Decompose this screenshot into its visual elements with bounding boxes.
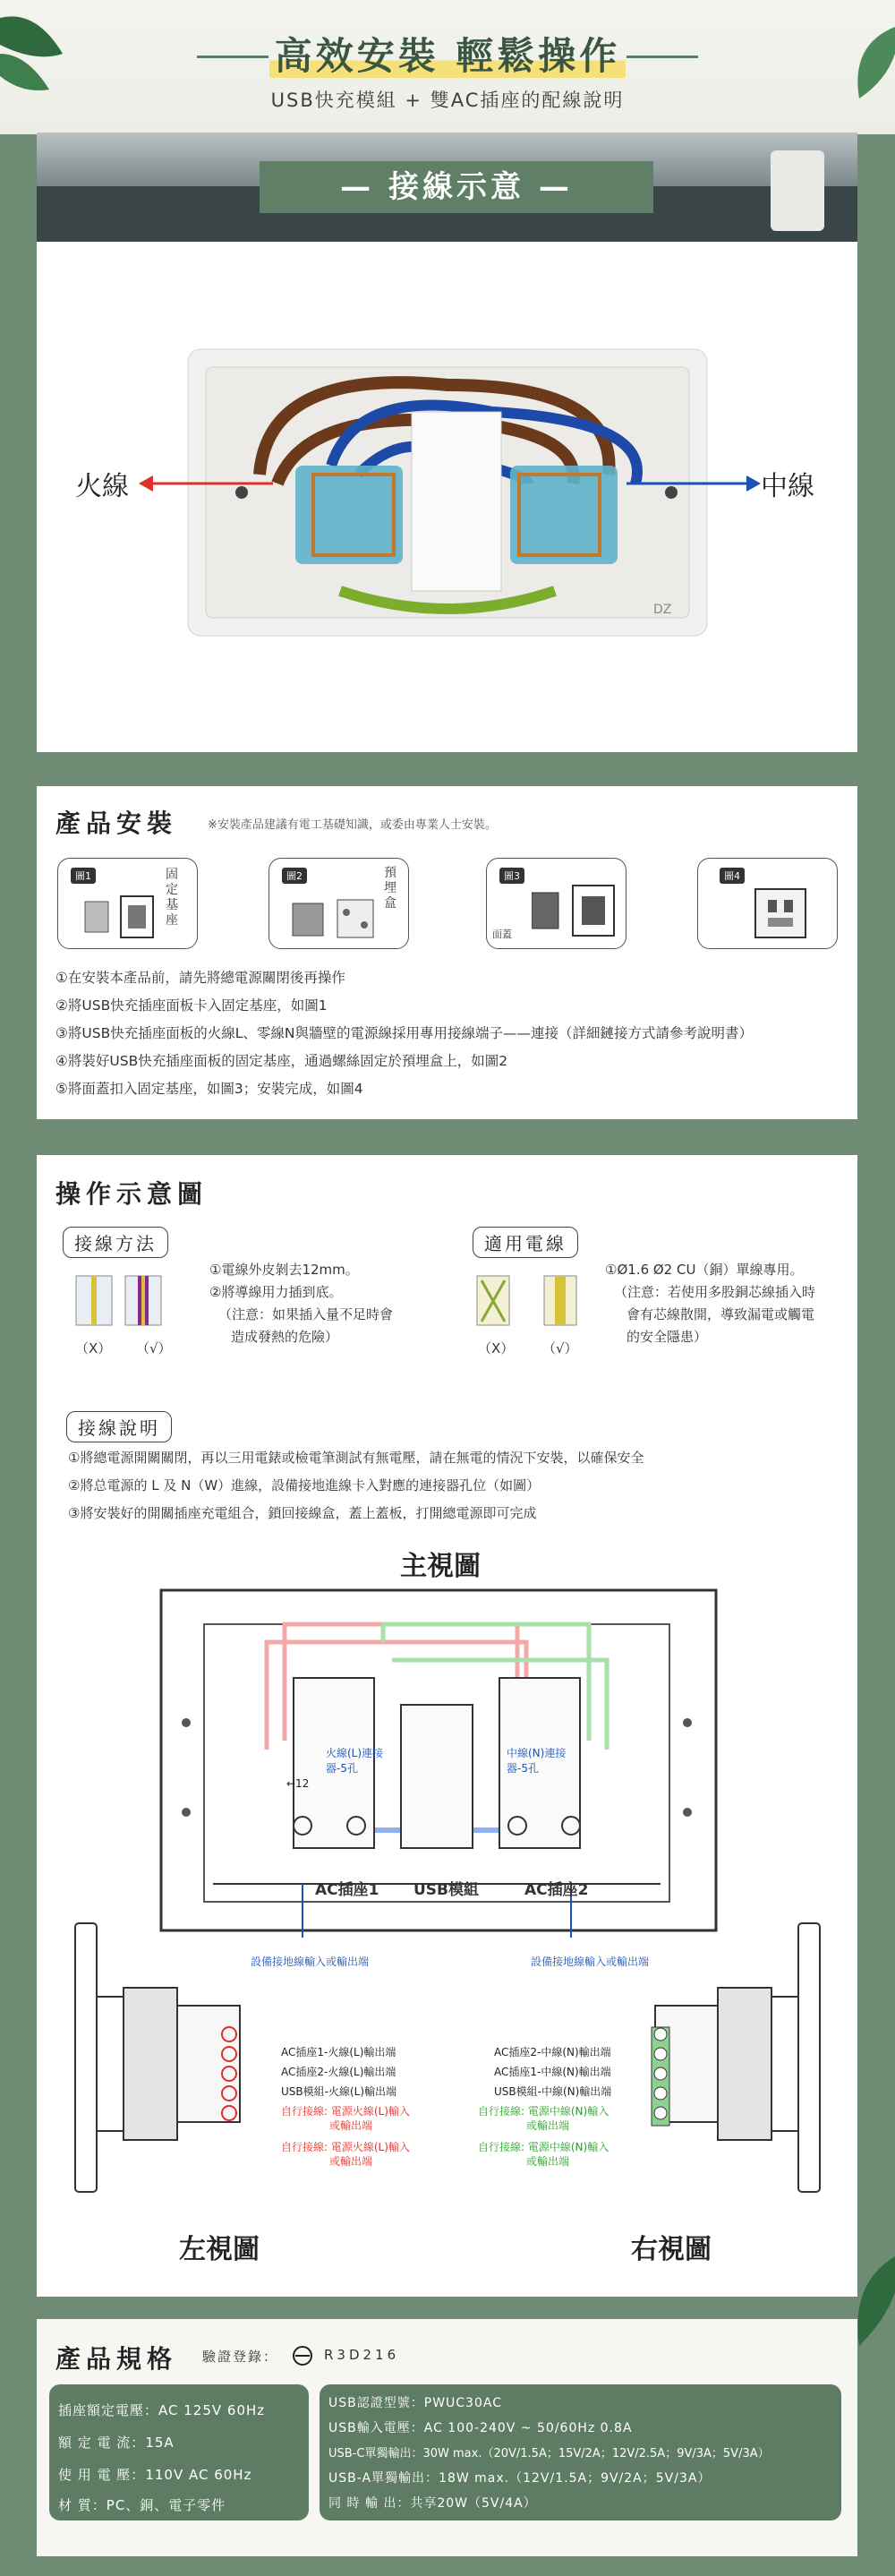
left-terminal-5b: 或輸出端 <box>329 2155 373 2168</box>
figure-1-caption: 固定基座 <box>166 868 178 928</box>
install-step-4: ④將裝好USB快充插座面板的固定基座，通過螺絲固定於預埋盒上，如圖2 <box>55 1053 508 1069</box>
spec-key: 使 用 電 壓： <box>58 2467 146 2483</box>
spec-left-row-4 <box>58 2495 226 2514</box>
spec-title: 產品規格 <box>55 2344 178 2374</box>
spec-right-row-3 <box>328 2443 770 2460</box>
fire-arrow-icon <box>139 473 273 494</box>
module-label-usb: USB模組 <box>413 1881 480 1899</box>
wire-mark-x: （X） <box>478 1340 515 1356</box>
cert-label: 驗證登錄： <box>202 2349 279 2365</box>
cert-code: R3D216 <box>324 2347 400 2363</box>
operation-title: 操作示意圖 <box>55 1179 209 1209</box>
spec-key: 額 定 電 流： <box>58 2435 146 2451</box>
figure-4-tag: 圖4 <box>720 868 745 884</box>
brand-mark: DZ <box>653 603 672 617</box>
explain-line-3: ③將安裝好的開關插座充電組合，鎖回接線盒，蓋上蓋板，打開總電源即可完成 <box>68 1505 537 1521</box>
base-plate-icon <box>76 893 166 942</box>
method-tag: 接線方法 <box>63 1227 168 1258</box>
spec-right-row-5 <box>328 2494 537 2512</box>
method-mark-x: （X） <box>75 1340 112 1356</box>
install-title: 產品安裝 <box>55 809 178 838</box>
leaf-decoration-bottom-icon <box>832 2256 895 2355</box>
left-terminal-1: AC插座1-火線(L)輸出端 <box>281 2046 396 2058</box>
strip-wire-diagram <box>72 1271 179 1334</box>
wire-line-1: ①Ø1.6 Ø2 CU（銅）單線專用。 <box>605 1262 804 1278</box>
install-note: ※安裝產品建議有電工基礎知識，或委由專業人士安裝。 <box>208 818 497 832</box>
leaf-decoration-left-icon <box>0 0 81 98</box>
right-terminal-2: AC插座1-中線(N)輸出端 <box>494 2066 611 2078</box>
spec-right-row-2 <box>328 2418 633 2436</box>
install-step-5: ⑤將面蓋扣入固定基座，如圖3；安裝完成，如圖4 <box>55 1081 363 1097</box>
spec-box-left <box>49 2384 309 2520</box>
figure-3 <box>486 858 626 949</box>
wire-line-3: 會有芯線散開，導致漏電或觸電 <box>626 1306 815 1322</box>
installed-socket-icon <box>752 886 814 941</box>
cover-plate-icon <box>532 882 621 945</box>
method-line-1: ①電線外皮剝去12mm。 <box>209 1262 359 1278</box>
explain-tag: 接線說明 <box>66 1411 172 1442</box>
main-view-label: 主視圖 <box>400 1551 481 1582</box>
left-terminal-3: USB模組-火線(L)輸出端 <box>281 2085 397 2098</box>
wire-mark-check: （√） <box>542 1340 578 1356</box>
wire-tag: 適用電線 <box>473 1227 578 1258</box>
spec-key: 同 時 輸 出： <box>328 2496 411 2511</box>
figure-3-tag: 圖3 <box>499 868 524 884</box>
page-title-text: 高效安裝 輕鬆操作 <box>269 34 626 78</box>
spec-value: 110V AC 60Hz <box>145 2467 252 2483</box>
fire-connector-label: 火線(L)連接器-5孔 <box>326 1747 384 1775</box>
figure-1-tag: 圖1 <box>71 868 96 884</box>
left-view-diagram <box>72 1916 268 2238</box>
module-label-ac1: AC插座1 <box>315 1881 379 1899</box>
neutral-arrow-icon <box>626 473 761 494</box>
spec-key: 材 質： <box>58 2497 107 2513</box>
spec-right-row-1 <box>328 2393 502 2411</box>
spec-value: 15A <box>145 2435 175 2451</box>
leaf-decoration-right-icon <box>841 27 895 107</box>
wiring-banner-text: 接線示意 <box>388 169 524 205</box>
install-step-1: ①在安裝本產品前，請先將總電源關閉後再操作 <box>55 970 345 986</box>
right-terminal-5b: 或輸出端 <box>526 2155 570 2168</box>
figure-3-caption: 面蓋 <box>492 929 512 940</box>
bsmi-mark-icon <box>292 2345 313 2366</box>
explain-line-2: ②將总電源的 L 及 N（W）進線，設備接地進線卡入對應的連接器孔位（如圖） <box>68 1477 541 1493</box>
header-divider-right <box>626 56 698 58</box>
install-step-2: ②將USB快充插座面板卡入固定基座，如圖1 <box>55 997 328 1014</box>
spec-left-row-3 <box>58 2465 251 2484</box>
right-terminal-1: AC插座2-中線(N)輸出端 <box>494 2046 611 2058</box>
spec-value: AC 100-240V ~ 50/60Hz 0.8A <box>423 2421 633 2435</box>
right-terminal-4: 自行接線: 電源中線(N)輸入 <box>478 2105 609 2118</box>
wire-type-diagram <box>473 1271 589 1334</box>
spec-key: USB輸入電壓： <box>328 2421 424 2435</box>
right-terminal-4b: 或輸出端 <box>526 2119 570 2132</box>
spec-left-row-1 <box>58 2401 265 2419</box>
install-step-3: ③將USB快充插座面板的火線L、零線N與牆壁的電源線採用專用接線端子——連接（詳細鏈接方式請參考說明書） <box>55 1025 753 1041</box>
backbox-icon <box>284 894 382 944</box>
spec-value: 共享20W（5V/4A） <box>410 2496 537 2511</box>
left-view-label: 左視圖 <box>179 2234 260 2265</box>
spec-key: 插座額定電壓： <box>58 2402 159 2418</box>
page-title <box>268 27 626 81</box>
module-label-ac2: AC插座2 <box>524 1881 589 1899</box>
spec-key: USB認證型號： <box>328 2396 424 2410</box>
ground-label-left: 設備接地線輸入或輸出端 <box>251 1956 370 1968</box>
wiring-banner: — 接線示意 — <box>260 161 653 213</box>
spec-box-right <box>320 2384 841 2520</box>
wire-line-4: 的安全隱患） <box>626 1329 708 1345</box>
spec-left-row-2 <box>58 2433 175 2452</box>
left-terminal-4: 自行接線: 電源火線(L)輸入 <box>281 2105 410 2118</box>
spec-right-row-4 <box>328 2469 711 2486</box>
right-terminal-5: 自行接線: 電源中線(N)輸入 <box>478 2141 609 2153</box>
spec-value: PWUC30AC <box>423 2396 502 2410</box>
figure-1 <box>57 858 198 949</box>
left-terminal-4b: 或輸出端 <box>329 2119 373 2132</box>
right-view-label: 右視圖 <box>631 2234 712 2265</box>
right-terminal-3: USB模組-中線(N)輸出端 <box>494 2085 612 2098</box>
page-subtitle: USB快充模組 + 雙AC插座的配線說明 <box>270 90 625 111</box>
left-terminal-2: AC插座2-火線(L)輸出端 <box>281 2066 396 2078</box>
spec-value: 18W max.（12V/1.5A；9V/2A；5V/3A） <box>439 2471 712 2486</box>
right-view-diagram <box>626 1916 823 2238</box>
header-divider-left <box>197 56 268 58</box>
spec-key: USB-A單獨輸出： <box>328 2471 439 2486</box>
method-line-2: ②將導線用力插到底。 <box>209 1284 343 1300</box>
neutral-connector-label: 中線(N)連接器-5孔 <box>507 1747 567 1775</box>
spec-value: PC、銅、電子零件 <box>106 2497 226 2513</box>
figure-2-tag: 圖2 <box>282 868 307 884</box>
neutral-wire-label: 中線 <box>761 471 814 502</box>
figure-4 <box>697 858 838 949</box>
fire-wire-label: 火線 <box>75 471 129 502</box>
method-mark-check: （√） <box>136 1340 172 1356</box>
dimension-mark: ←12 <box>286 1777 310 1790</box>
spec-value: AC 125V 60Hz <box>158 2402 266 2418</box>
figure-2 <box>268 858 409 949</box>
wire-line-2: （注意：若使用多股銅芯線插入時 <box>614 1284 816 1300</box>
explain-line-1: ①將總電源開關關閉，再以三用電錶或檢電筆測試有無電壓，請在無電的情況下安裝，以確保安全 <box>68 1450 644 1466</box>
figure-2-caption: 預埋盒 <box>384 866 396 911</box>
method-line-4: 造成發熱的危險） <box>231 1329 339 1345</box>
spec-value: 30W max.（20V/1.5A；15V/2A；12V/2.5A；9V/3A；5V/3A） <box>422 2447 770 2460</box>
left-terminal-5: 自行接線: 電源火線(L)輸入 <box>281 2141 410 2153</box>
ground-label-right: 設備接地線輸入或輸出端 <box>531 1956 650 1968</box>
method-line-3: （注意：如果插入量不足時會 <box>218 1306 394 1322</box>
spec-key: USB-C單獨輸出： <box>328 2447 423 2460</box>
plant-pot <box>771 150 824 231</box>
